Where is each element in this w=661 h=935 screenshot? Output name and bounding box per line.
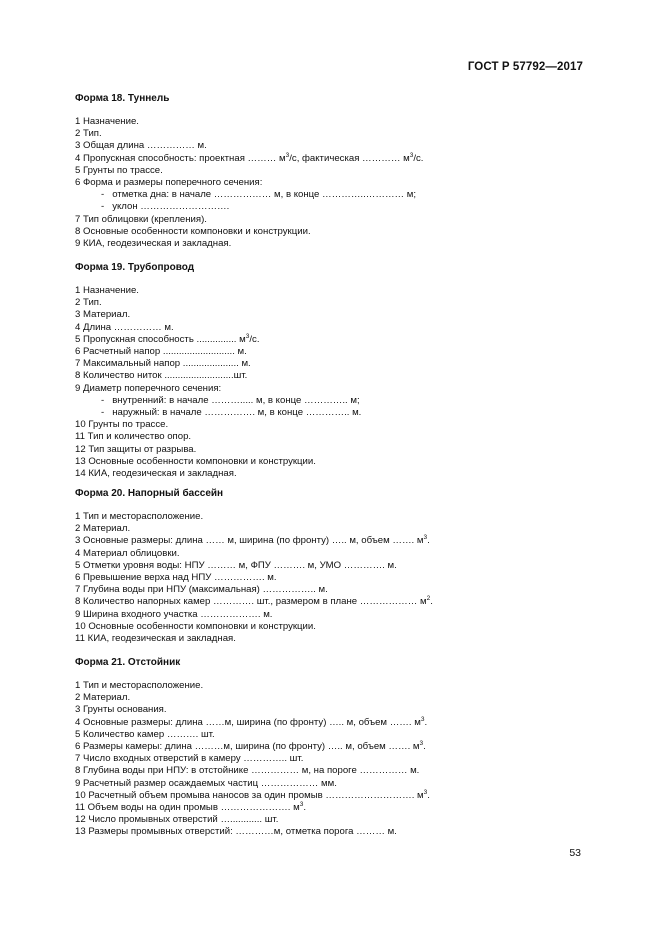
form-item: 14 КИА, геодезическая и закладная. <box>75 468 237 480</box>
form-item: 4 Основные размеры: длина ……м, ширина (по фронту) ….. м, объем ……. $м^3$. <box>75 715 428 728</box>
form-item: 4 Материал облицовки. <box>75 547 180 559</box>
form-item: 7 Число входных отверстий в камеру ………….. шт. <box>75 753 304 765</box>
form-item: 9 Ширина входного участка ………………. м. <box>75 608 273 620</box>
form-item: 5 Пропускная способность ............... $м^3/с$. <box>75 332 260 345</box>
form-item: 1 Назначение. <box>75 285 139 296</box>
form-item: 2 Материал. <box>75 692 131 704</box>
form-item: 3 Грунты основания. <box>75 704 167 716</box>
form-item: 5 Грунты по трассе. <box>75 164 163 176</box>
form-item: - отметка дна: в начале ……………… м, в конце …………..………… м; <box>101 189 417 201</box>
form-item: 5 Отметки уровня воды: НПУ ……… м, ФПУ ………. м, УМО …………. м. <box>75 559 397 571</box>
form-item: 6 Превышение верха над НПУ ……………. м. <box>75 572 277 584</box>
form-item: 4 Пропускная способность: проектная ……… $м^3/с$, фактическая ………… $м^3/с$. <box>75 151 424 164</box>
form-item: 2 Тип. <box>75 128 102 140</box>
form-item: 8 Основные особенности компоновки и конструкции. <box>75 225 311 237</box>
form-item: 12 Число промывных отверстий …............ шт. <box>75 814 279 826</box>
form-item: 6 Расчетный напор ........................... м. <box>75 346 247 358</box>
form-item: 8 Количество ниток ..........................шт. <box>75 370 248 382</box>
form-title: Форма 20. Напорный бассейн <box>75 488 224 499</box>
form-item: 6 Размеры камеры: длина ………м, ширина (по фронту) ….. м, объем ……. $м^3$. <box>75 740 426 753</box>
form-item: 10 Основные особенности компоновки и конструкции. <box>75 620 316 632</box>
page-number: 53 <box>569 847 581 859</box>
form-item: 6 Форма и размеры поперечного сечения: <box>75 177 263 189</box>
form-item: 9 КИА, геодезическая и закладная. <box>75 238 232 250</box>
form-title: Форма 19. Трубопровод <box>75 262 195 273</box>
form-item: 9 Диаметр поперечного сечения: <box>75 382 222 394</box>
form-item: - уклон ………………………. <box>101 201 230 213</box>
form-items <box>75 116 595 250</box>
form-item: 9 Расчетный размер осаждаемых частиц ……………… мм. <box>75 777 337 789</box>
form-item: 3 Основные размеры: длина …… м, ширина (по фронту) ….. м, объем ……. $м^3$. <box>75 534 430 547</box>
form-item: 3 Общая длина …………… м. <box>75 140 207 152</box>
form-item: 4 Длина …………… м. <box>75 321 174 333</box>
form-item: 13 Основные особенности компоновки и конструкции. <box>75 455 316 467</box>
form-items <box>75 680 595 839</box>
form-21-section <box>75 656 595 839</box>
form-item: 1 Назначение. <box>75 116 139 127</box>
form-item: 10 Грунты по трассе. <box>75 419 169 431</box>
form-item: 7 Тип облицовки (крепления). <box>75 213 207 225</box>
form-18-section <box>75 92 595 250</box>
form-item: 11 Объем воды на один промыв …………………. $м^3$. <box>75 801 306 814</box>
form-19-section <box>75 261 595 480</box>
form-item: 12 Тип защиты от разрыва. <box>75 443 197 455</box>
form-item: - наружный: в начале ……………. м, в конце ………….. м. <box>101 407 362 419</box>
form-item: 2 Материал. <box>75 523 131 535</box>
form-items <box>75 285 595 480</box>
form-title: Форма 18. Туннель <box>75 93 170 104</box>
form-items <box>75 511 595 645</box>
document-number: ГОСТ Р 57792—2017 <box>467 61 583 73</box>
form-20-section <box>75 487 595 645</box>
form-item: 8 Количество напорных камер …………. шт., размером в плане ……………… $м^2$. <box>75 595 433 608</box>
form-item: 7 Глубина воды при НПУ (максимальная) …………….. м. <box>75 584 328 596</box>
form-item: 1 Тип и месторасположение. <box>75 680 204 691</box>
form-item: 8 Глубина воды при НПУ: в отстойнике …………… м, на пороге …………… м. <box>75 765 420 777</box>
form-title: Форма 21. Отстойник <box>75 657 181 668</box>
form-item: 7 Максимальный напор ..................... м. <box>75 358 251 370</box>
form-item: 10 Расчетный объем промыва наносов за один промыв ………………………. $м^3$. <box>75 788 430 801</box>
form-item: 13 Размеры промывных отверстий: …………м, отметка порога ……… м. <box>75 826 397 838</box>
form-item: 1 Тип и месторасположение. <box>75 511 204 522</box>
form-item: 2 Тип. <box>75 297 102 309</box>
form-item: 3 Материал. <box>75 309 131 321</box>
form-item: 11 Тип и количество опор. <box>75 431 192 443</box>
form-item: 5 Количество камер ………. шт. <box>75 728 215 740</box>
form-item: 11 КИА, геодезическая и закладная. <box>75 633 236 645</box>
form-item: - внутренний: в начале ………..... м, в конце ………….. м; <box>101 394 360 406</box>
